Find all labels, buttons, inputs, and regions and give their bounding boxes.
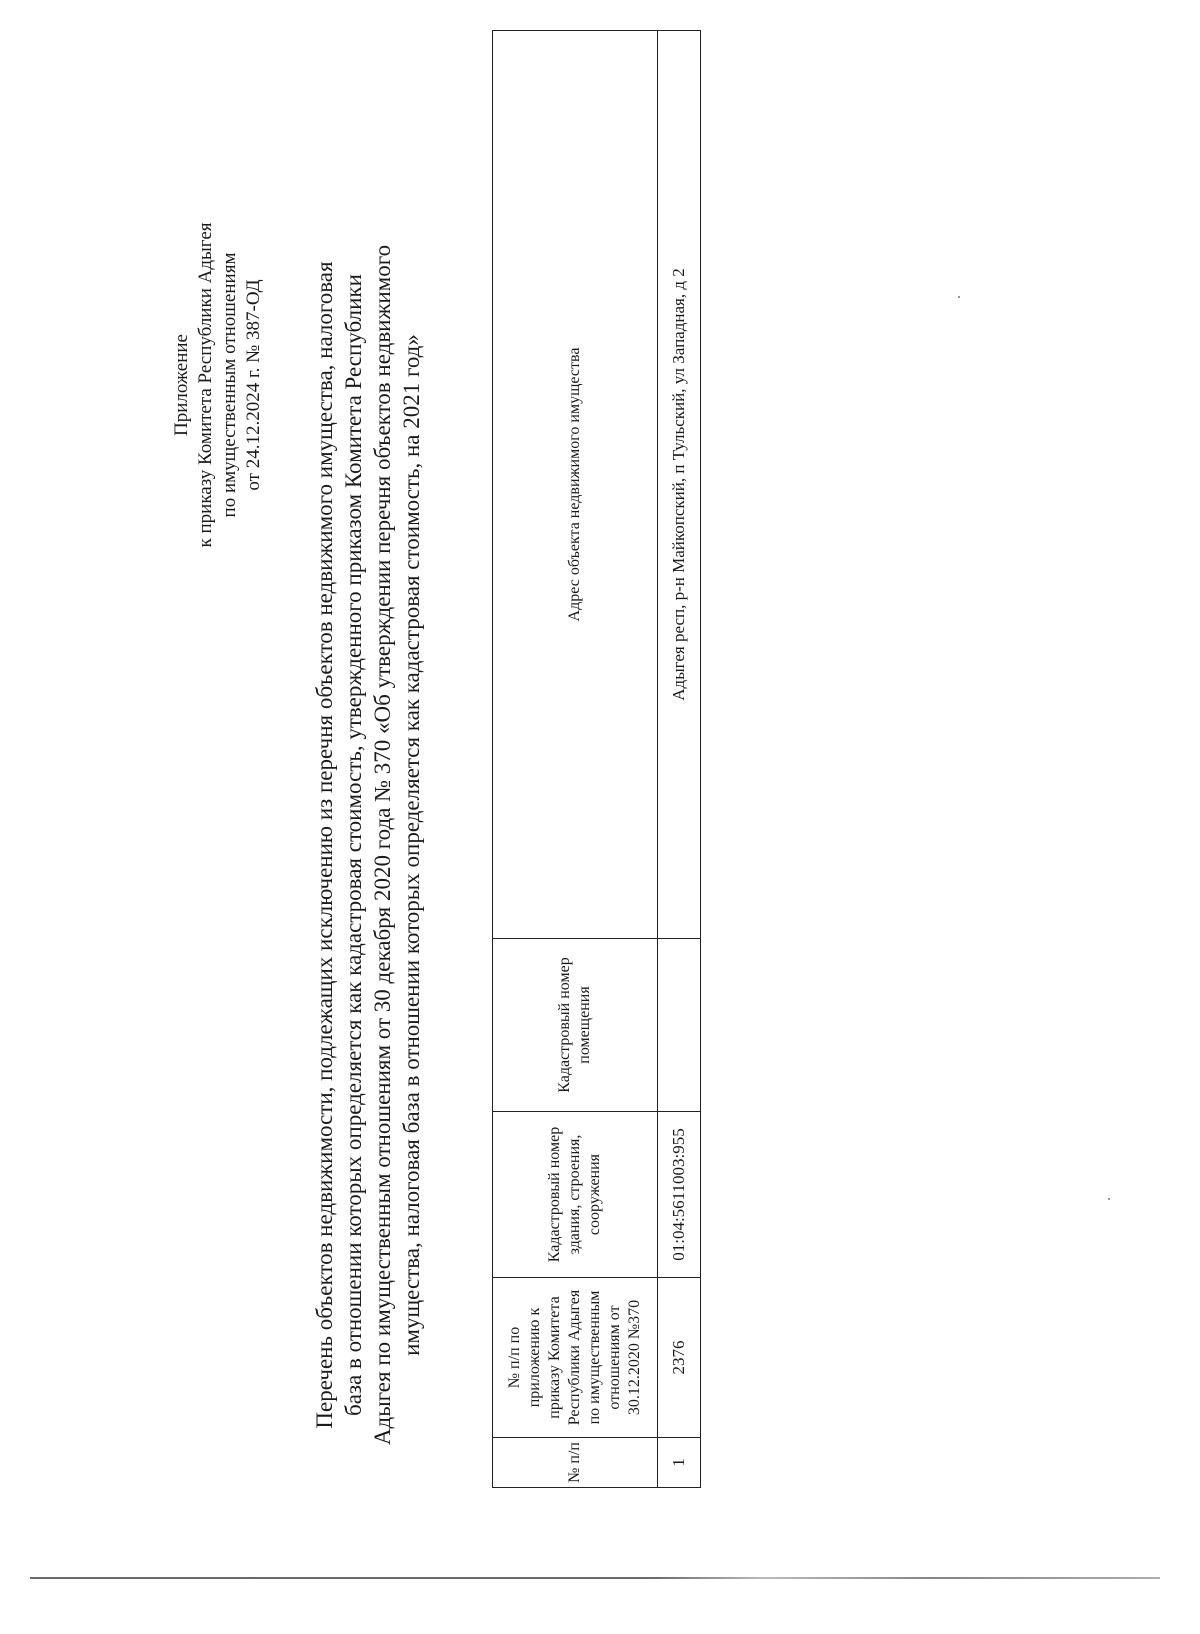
appendix-label: Приложение: [171, 334, 192, 436]
cell-address: Адыгея респ, р-н Майкопский, п Тульский, ул Западная, д 2: [658, 31, 701, 939]
appendix-order-ref: к приказу Комитета Республики Адыгея: [195, 222, 216, 548]
header-row-number: № п/п: [493, 1438, 658, 1488]
cell-row-number: 1: [658, 1438, 701, 1488]
document-title-line: база в отношении которых определяется как кадастровая стоимость, утвержденного приказом Комитета Республики: [341, 274, 366, 1416]
scan-bottom-line: [30, 1577, 1160, 1579]
appendix-order-ref-cont: по имущественным отношениям: [219, 252, 240, 518]
appendix-header: [170, 135, 266, 635]
header-building-cadastral: Кадастровый номер здания, строения, сооружения: [493, 1112, 658, 1278]
header-address: Адрес объекта недвижимого имущества: [493, 31, 658, 939]
scan-speck: [958, 296, 960, 298]
scan-speck: [1108, 1198, 1110, 1200]
table-row: [658, 31, 701, 1488]
cell-appendix-number: 2376: [658, 1278, 701, 1438]
table-header-row: [493, 31, 658, 1488]
cell-building-cadastral: 01:04:5611003:955: [658, 1112, 701, 1278]
document-title-line: имущества, налоговая база в отношении которых определяется как кадастровая стоимость, на 2021 год»: [399, 334, 424, 1356]
header-appendix-number: № п/п по приложению к приказу Комитета Республики Адыгея по имущественным отношениям от 30.12.2020 №370: [493, 1278, 658, 1438]
appendix-order-date: от 24.12.2024 г. № 387-ОД: [243, 279, 264, 491]
header-premises-cadastral: Кадастровый номер помещения: [493, 939, 658, 1112]
cell-premises-cadastral: [658, 939, 701, 1112]
objects-table: [492, 30, 701, 1488]
document-title-line: Адыгея по имущественным отношениям от 30 декабря 2020 года № 370 «Об утверждении перечня объектов недвижимого: [370, 244, 395, 1446]
document-title: [310, 180, 426, 1510]
document-title-line: Перечень объектов недвижимости, подлежащих исключению из перечня объектов недвижимого имущества, налоговая: [312, 261, 337, 1429]
rotated-page-content: [130, 0, 890, 1570]
